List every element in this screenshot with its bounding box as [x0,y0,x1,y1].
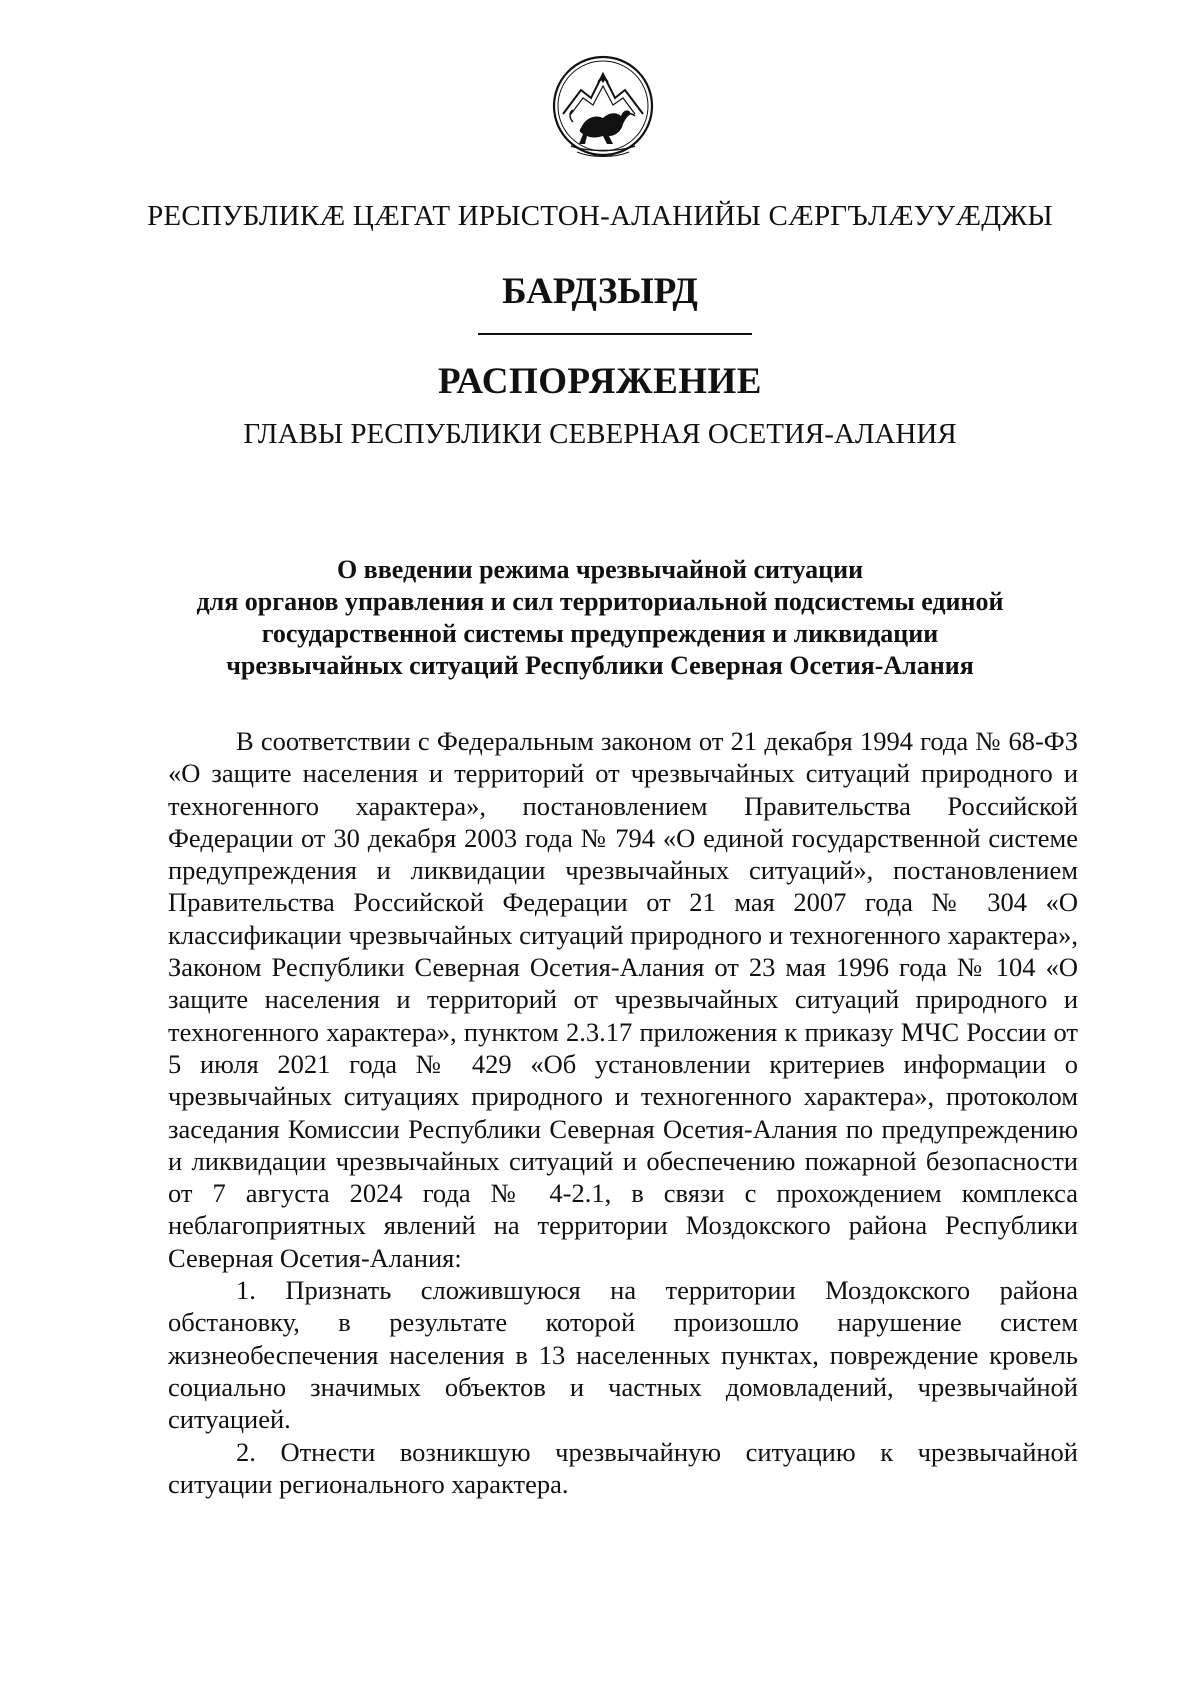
clause-paragraph-2: 2. Отнести возникшую чрезвычайную ситуацию к чрезвычайной ситуации регионального характера. [168,1436,1078,1499]
issuer-subtitle: ГЛАВЫ РЕСПУБЛИКИ СЕВЕРНАЯ ОСЕТИЯ-АЛАНИЯ [243,418,957,450]
clause-paragraph-1: 1. Признать сложившуюся на территории Моздокского района обстановку, в результате которой произошло нарушение систем жизнеобеспечения населения в 13 населенных пунктах, повреждение кровель социально значимых объектов и частных домовладений, чрезвычайной ситуацией. [168,1275,1078,1435]
document-title-line: государственной системы предупреждения и ликвидации [261,619,939,648]
header-ossetian-line: РЕСПУБЛИКӔ ЦӔГАТ ИРЫСТОН-АЛАНИЙЫ СӔРГЪЛӔУУӔДЖЫ [147,200,1053,232]
document-title-line: чрезвычайных ситуаций Республики Северная Осетия-Алания [226,651,974,680]
document-title-line: О введении режима чрезвычайной ситуации [336,555,864,584]
document-body [168,725,1078,1500]
document-type-title: РАСПОРЯЖЕНИЕ [437,361,762,402]
preamble-paragraph: В соответствии с Федеральным законом от 21 декабря 1994 года № 68-ФЗ «О защите населения и территорий от чрезвычайных ситуаций природного и техногенного характера», постановлением Правительства Российской Федерации от 30 декабря 2003 года № 794 «О единой государственной системе предупреждения и ликвидации чрезвычайных ситуаций», постановлением Правительства Российской Федерации от 21 мая 2007 года № 304 «О классификации чрезвычайных ситуаций природного и техногенного характера», Законом Республики Северная Осетия-Алания от 23 мая 1996 года № 104 «О защите населения и территорий от чрезвычайных ситуаций природного и техногенного характера», пунктом 2.3.17 приложения к приказу МЧС России от 5 июля 2021 года № 429 «Об установлении критериев информации о чрезвычайных ситуациях природного и техногенного характера», протоколом заседания Комиссии Республики Северная Осетия-Алания по предупреждению и ликвидации чрезвычайных ситуаций и обеспечению пожарной безопасности от 7 августа 2024 года № 4-2.1, в связи с прохождением комплекса неблагоприятных явлений на территории Моздокского района Республики Северная Осетия-Алания: [168,726,1078,1273]
document-title-line: для органов управления и сил территориальной подсистемы единой [196,587,1004,616]
coat-of-arms-icon [551,52,655,174]
header-ossetian-title: БАРДЗЫРД [502,271,698,312]
header-divider [478,333,752,335]
document-title [100,554,1100,682]
